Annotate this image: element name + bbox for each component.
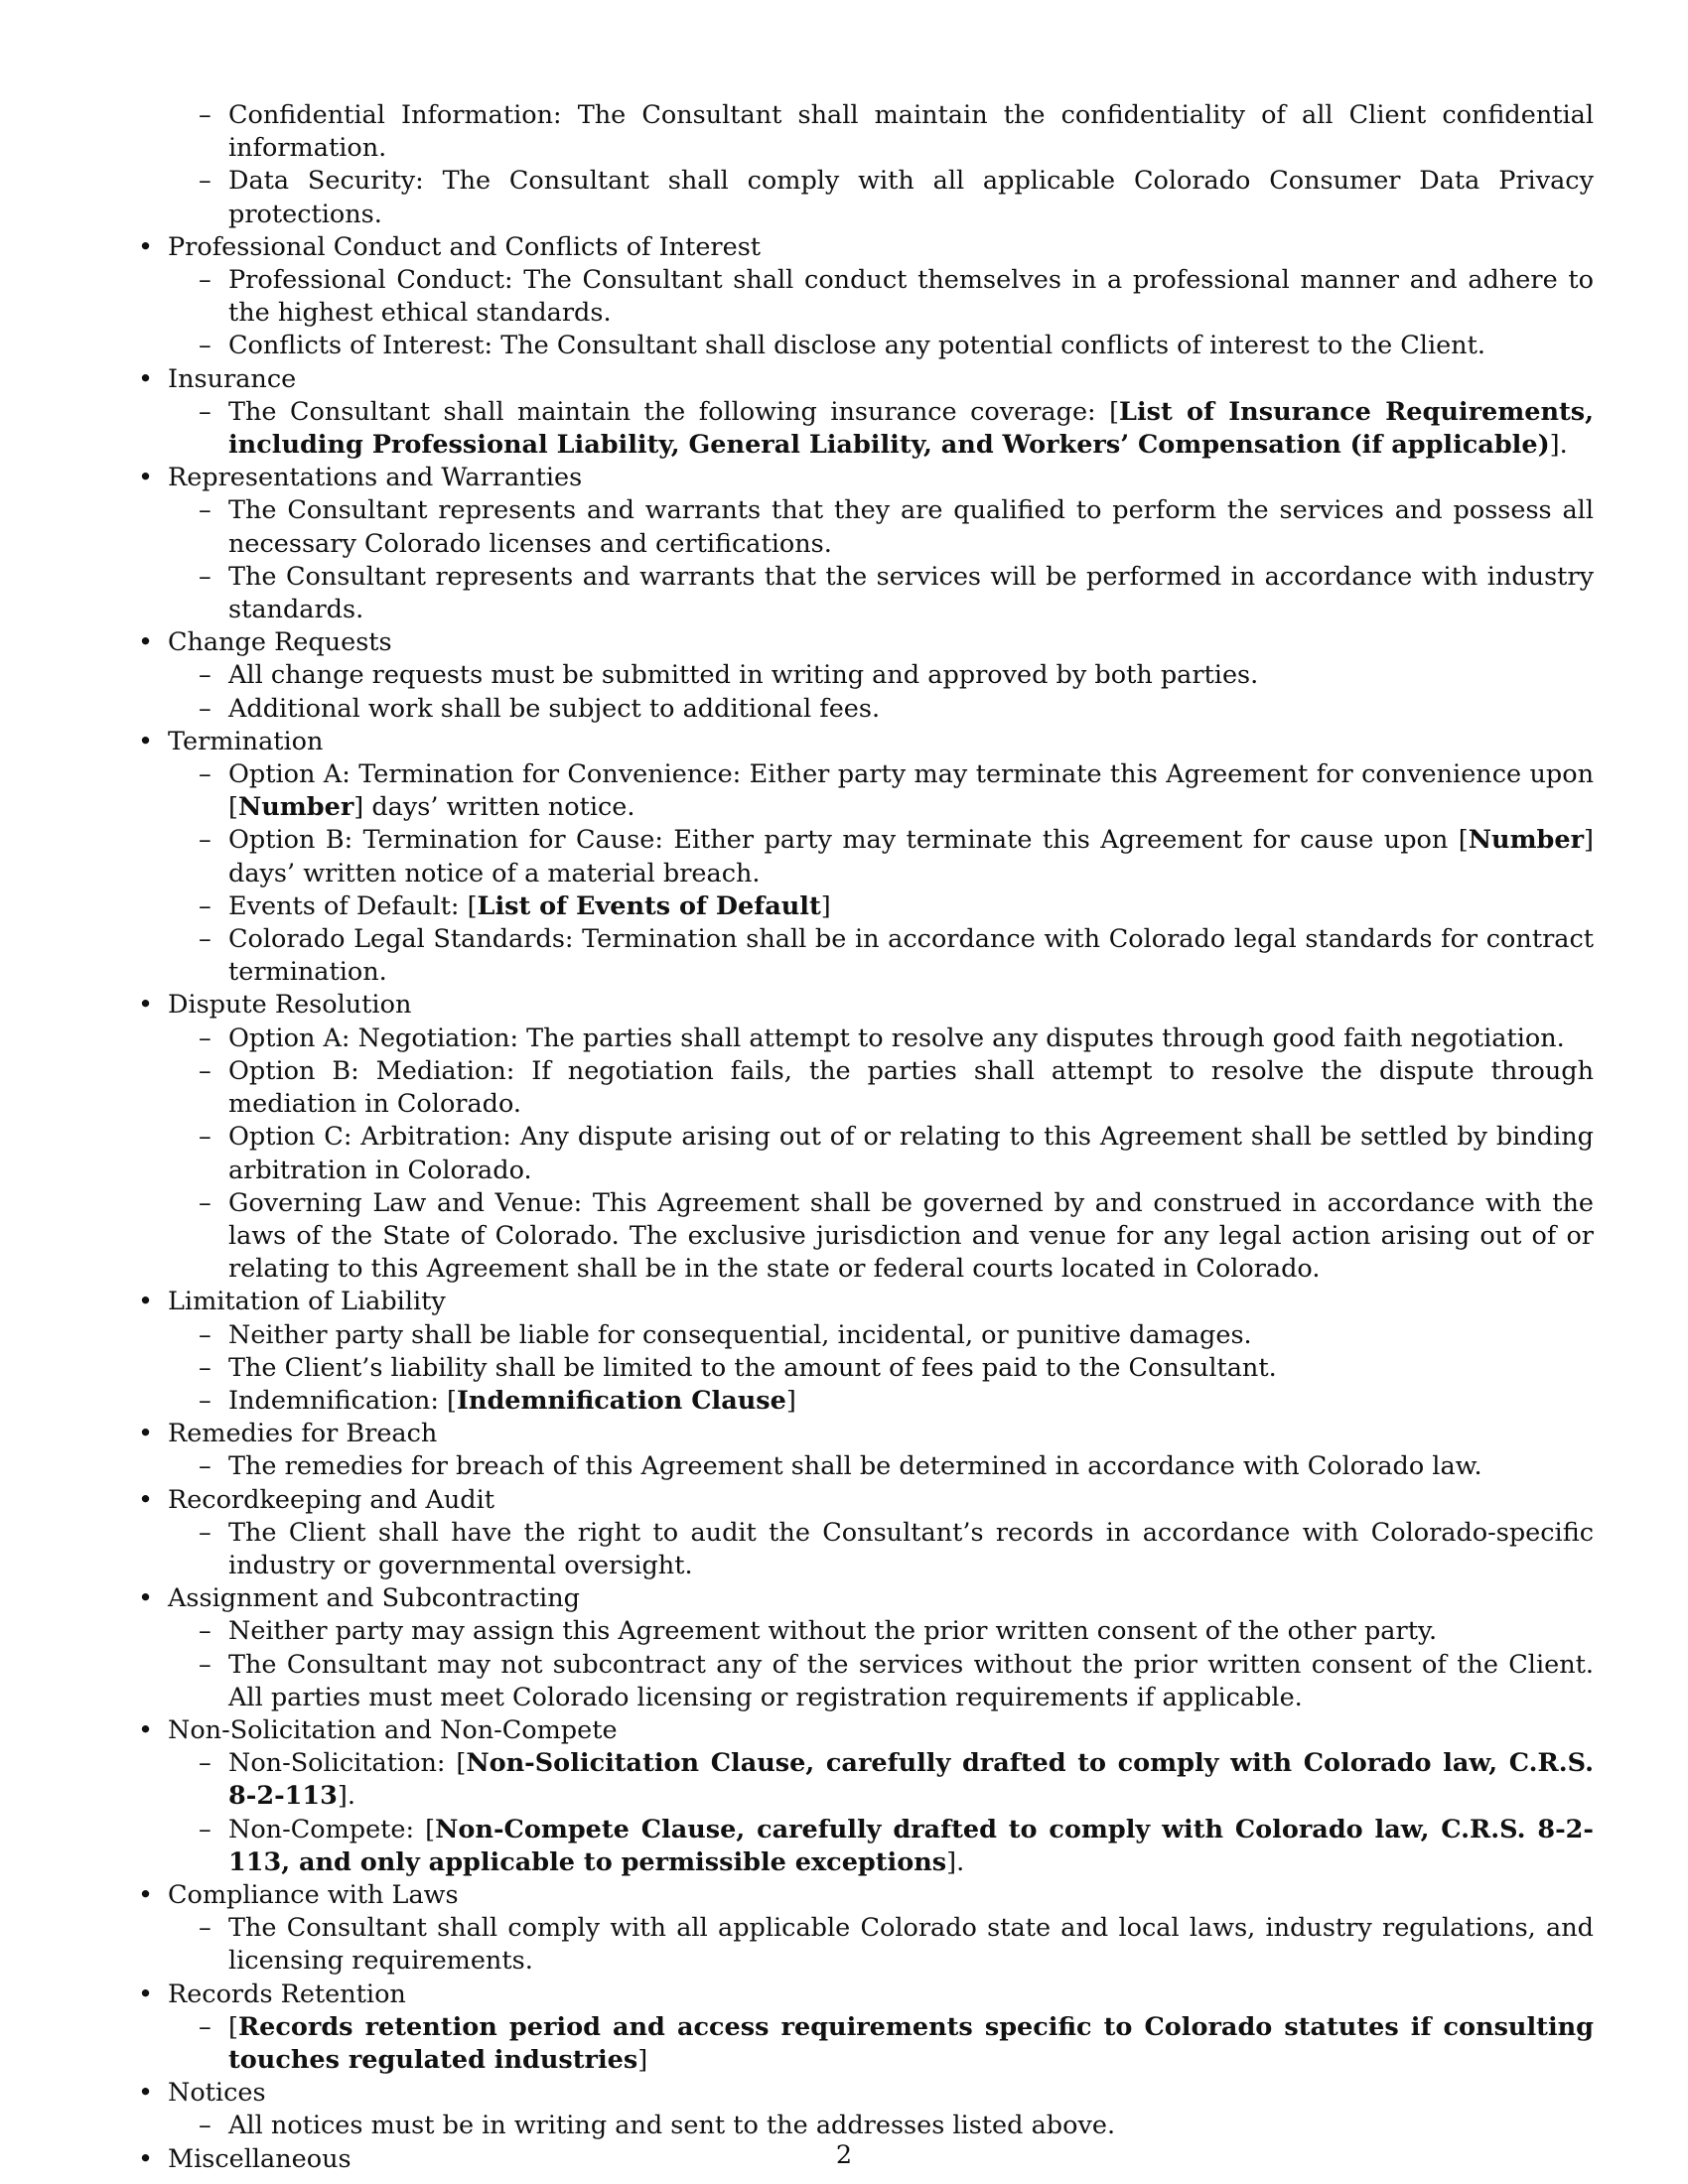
item-text: The Client shall have the right to audit the Consultant’s records in accordance with Colorado-specific industry or governmental oversight. (228, 1517, 1594, 1580)
bullet-marker: • (138, 1287, 154, 1317)
sub-item-list (168, 1517, 1594, 1582)
sub-item-list (168, 1450, 1594, 1483)
section-heading: Compliance with Laws (168, 1879, 459, 1910)
item-text: Option B: Termination for Cause: Either party may terminate this Agreement for cause upon [ (228, 825, 1469, 856)
item-text: All change requests must be submitted in writing and approved by both parties. (228, 660, 1259, 691)
item-text: The remedies for breach of this Agreement shall be determined in accordance with Colorado law. (228, 1451, 1482, 1482)
dash-marker: – (199, 759, 211, 790)
placeholder-text: Number (1468, 825, 1585, 856)
dash-marker: – (199, 890, 211, 921)
item-text: Indemnification: [ (228, 1385, 457, 1416)
section-continued (134, 99, 1594, 231)
item-text: The Consultant shall comply with all applicable Colorado state and local laws, industry regulations, and licensing requirements. (228, 1913, 1594, 1977)
item-text: Neither party may assign this Agreement without the prior written consent of the other party. (228, 1616, 1438, 1647)
bullet-marker: • (138, 726, 154, 756)
section-heading: Change Requests (168, 627, 392, 658)
placeholder-text: List of Insurance Requirements, including Professional Liability, General Liability, and Workers’ Compensation (if applicable) (228, 396, 1594, 461)
item-text: ] days’ written notice of a material breach. (228, 825, 1594, 888)
section-compliance-with-laws (134, 1879, 1594, 1979)
item-text: The Consultant shall maintain the following insurance coverage: [ (228, 396, 1120, 427)
item-text: The Consultant represents and warrants that the services will be performed in accordance with industry standards. (228, 561, 1594, 625)
dash-marker: – (199, 1023, 211, 1053)
section-representations-and-warranties (134, 462, 1594, 626)
sub-item-list (168, 1747, 1594, 1879)
sub-item (199, 330, 1594, 362)
sub-item (199, 659, 1594, 692)
sub-item (199, 1517, 1594, 1582)
dash-marker: – (199, 1748, 211, 1779)
dash-marker: – (199, 2011, 211, 2042)
section-records-retention (134, 1979, 1594, 2078)
dash-marker: – (199, 396, 211, 427)
item-text: ] (785, 1385, 796, 1416)
dash-marker: – (199, 495, 211, 526)
section-limitation-of-liability (134, 1286, 1594, 1418)
item-text: Professional Conduct: The Consultant shall conduct themselves in a professional manner and adhere to the highest ethical standards. (228, 265, 1594, 329)
sub-item (199, 1747, 1594, 1813)
dash-marker: – (199, 1122, 211, 1153)
dash-marker: – (199, 1451, 211, 1482)
sub-item (199, 561, 1594, 626)
dash-marker: – (199, 1055, 211, 1086)
sub-item (199, 264, 1594, 330)
dash-marker: – (199, 1913, 211, 1944)
sub-item (199, 165, 1594, 230)
dash-marker: – (199, 561, 211, 592)
sub-item (199, 1121, 1594, 1186)
sub-item-list (168, 99, 1594, 231)
item-text: Colorado Legal Standards: Termination shall be in accordance with Colorado legal standards for contract termination. (228, 924, 1594, 988)
sub-item (199, 99, 1594, 165)
section-heading: Representations and Warranties (168, 463, 583, 493)
item-text: Events of Default: [ (228, 890, 478, 921)
sub-item (199, 1385, 1594, 1418)
dash-marker: – (199, 660, 211, 691)
section-heading: Non-Solicitation and Non-Compete (168, 1714, 618, 1745)
item-text: The Consultant may not subcontract any of the services without the prior written consent of the Client. All parties must meet Colorado licensing or registration requirements if applicable. (228, 1649, 1594, 1712)
sub-item (199, 890, 1594, 923)
sub-item-list (168, 1023, 1594, 1287)
dash-marker: – (199, 1517, 211, 1548)
dash-marker: – (199, 1814, 211, 1844)
section-heading: Professional Conduct and Conflicts of Interest (168, 231, 762, 262)
item-text: ]. (946, 1846, 965, 1877)
dash-marker: – (199, 1385, 211, 1416)
sub-item (199, 1319, 1594, 1352)
item-text: Option A: Negotiation: The parties shall attempt to resolve any disputes through good faith negotiation. (228, 1023, 1565, 1053)
section-insurance (134, 363, 1594, 463)
section-professional-conduct-and-conflicts-of-interest (134, 231, 1594, 363)
section-heading: Miscellaneous (168, 2143, 352, 2174)
placeholder-text: Non-Compete Clause, carefully drafted to comply with Colorado law, C.R.S. 8-2-113, and only applicable to permissible exceptions (228, 1814, 1594, 1877)
section-heading: Termination (168, 726, 324, 756)
sub-item (199, 824, 1594, 889)
bullet-marker: • (138, 1583, 154, 1614)
placeholder-text: Non-Solicitation Clause, carefully drafted to comply with Colorado law, C.R.S. 8-2-113 (228, 1748, 1594, 1812)
sub-item-list (168, 659, 1594, 725)
section-change-requests (134, 626, 1594, 726)
item-text: Confidential Information: The Consultant shall maintain the confidentiality of all Client confidential information. (228, 100, 1594, 164)
item-text: The Consultant represents and warrants that they are qualified to perform the services and possess all necessary Colorado licenses and certifications. (228, 495, 1594, 559)
dash-marker: – (199, 1352, 211, 1383)
sub-item-list (168, 264, 1594, 363)
item-text: Neither party shall be liable for consequential, incidental, or punitive damages. (228, 1319, 1252, 1350)
sub-item-list (168, 494, 1594, 626)
dash-marker: – (199, 1187, 211, 1218)
dash-marker: – (199, 100, 211, 130)
item-text: ] days’ written notice. (353, 792, 635, 823)
section-notices (134, 2077, 1594, 2142)
item-text: ]. (1549, 430, 1568, 461)
sub-item (199, 1352, 1594, 1385)
bullet-marker: • (138, 231, 154, 262)
bullet-marker: • (138, 2078, 154, 2109)
sub-item (199, 758, 1594, 824)
bullet-marker: • (138, 1419, 154, 1449)
sub-item-list (168, 1912, 1594, 1978)
item-text: Governing Law and Venue: This Agreement shall be governed by and construed in accordance with the laws of the State of Colorado. The exclusive jurisdiction and venue for any legal action arising out of or relating to this Agreement shall be in the state or federal courts located in Colorado. (228, 1187, 1594, 1285)
section-dispute-resolution (134, 989, 1594, 1286)
item-text: Data Security: The Consultant shall comply with all applicable Colorado Consumer Data Privacy protections. (228, 166, 1594, 229)
dash-marker: – (199, 1649, 211, 1680)
item-text: [ (228, 2011, 238, 2042)
section-heading: Remedies for Breach (168, 1419, 438, 1449)
dash-marker: – (199, 2111, 211, 2141)
sub-item-list (168, 2011, 1594, 2077)
item-text: Conflicts of Interest: The Consultant shall disclose any potential conflicts of interest to the Client. (228, 331, 1485, 361)
section-assignment-and-subcontracting (134, 1582, 1594, 1714)
item-text: Non-Solicitation: [ (228, 1748, 467, 1779)
dash-marker: – (199, 331, 211, 361)
sub-item (199, 2011, 1594, 2077)
dash-marker: – (199, 825, 211, 856)
placeholder-text: List of Events of Default (477, 890, 821, 921)
dash-marker: – (199, 166, 211, 197)
sub-item (199, 923, 1594, 989)
sub-item (199, 1814, 1594, 1879)
sub-item (199, 1055, 1594, 1121)
sub-item-list (168, 1319, 1594, 1419)
bullet-marker: • (138, 1879, 154, 1910)
section-heading: Recordkeeping and Audit (168, 1484, 495, 1515)
section-non-solicitation-and-non-compete (134, 1714, 1594, 1879)
sub-item (199, 1187, 1594, 1287)
document-body (134, 99, 1594, 2176)
bullet-marker: • (138, 1714, 154, 1745)
section-recordkeeping-and-audit (134, 1484, 1594, 1583)
section-heading: Assignment and Subcontracting (168, 1583, 580, 1614)
sub-item-list (168, 2110, 1594, 2142)
sub-item (199, 1615, 1594, 1648)
placeholder-text: Number (237, 792, 354, 823)
sub-item (199, 494, 1594, 560)
item-text: All notices must be in writing and sent to the addresses listed above. (228, 2111, 1116, 2141)
sub-item-list (168, 396, 1594, 462)
item-text: The Client’s liability shall be limited to the amount of fees paid to the Consultant. (228, 1352, 1277, 1383)
dash-marker: – (199, 1616, 211, 1647)
bullet-marker: • (138, 627, 154, 658)
sub-item-list (168, 758, 1594, 989)
bullet-marker: • (138, 1979, 154, 2009)
bullet-marker: • (138, 990, 154, 1021)
sub-item-list (168, 1615, 1594, 1714)
item-text: Option B: Mediation: If negotiation fails, the parties shall attempt to resolve the dispute through mediation in Colorado. (228, 1055, 1594, 1120)
section-termination (134, 726, 1594, 990)
item-text: ] (820, 890, 831, 921)
section-remedies-for-breach (134, 1418, 1594, 1483)
sub-item (199, 1450, 1594, 1483)
sub-item (199, 1912, 1594, 1978)
bullet-marker: • (138, 363, 154, 394)
section-heading: Dispute Resolution (168, 990, 412, 1021)
bullet-marker: • (138, 1484, 154, 1515)
item-text: Option C: Arbitration: Any dispute arising out of or relating to this Agreement shall be settled by binding arbitration in Colorado. (228, 1122, 1594, 1185)
item-text: ]. (337, 1781, 355, 1812)
section-heading: Notices (168, 2078, 266, 2109)
dash-marker: – (199, 265, 211, 296)
sub-item (199, 1649, 1594, 1714)
item-text: ] (637, 2044, 648, 2075)
item-text: Additional work shall be subject to additional fees. (228, 693, 881, 724)
item-text: Option A: Termination for Convenience: Either party may terminate this Agreement for convenience upon [ (228, 759, 1594, 823)
dash-marker: – (199, 693, 211, 724)
item-text: Non-Compete: [ (228, 1814, 436, 1844)
section-heading: Records Retention (168, 1979, 406, 2009)
placeholder-text: Indemnification Clause (457, 1385, 786, 1416)
sub-item (199, 1023, 1594, 1055)
dash-marker: – (199, 924, 211, 955)
sub-item (199, 396, 1594, 462)
placeholder-text: Records retention period and access requirements specific to Colorado statutes if consulting touches regulated industries (228, 2011, 1594, 2075)
page-number: 2 (835, 2140, 853, 2170)
sub-item (199, 2110, 1594, 2142)
dash-marker: – (199, 1319, 211, 1350)
bullet-marker: • (138, 463, 154, 493)
sub-item (199, 693, 1594, 726)
section-heading: Limitation of Liability (168, 1287, 446, 1317)
section-heading: Insurance (168, 363, 297, 394)
section-list (134, 99, 1594, 2176)
bullet-marker: • (138, 2143, 154, 2174)
